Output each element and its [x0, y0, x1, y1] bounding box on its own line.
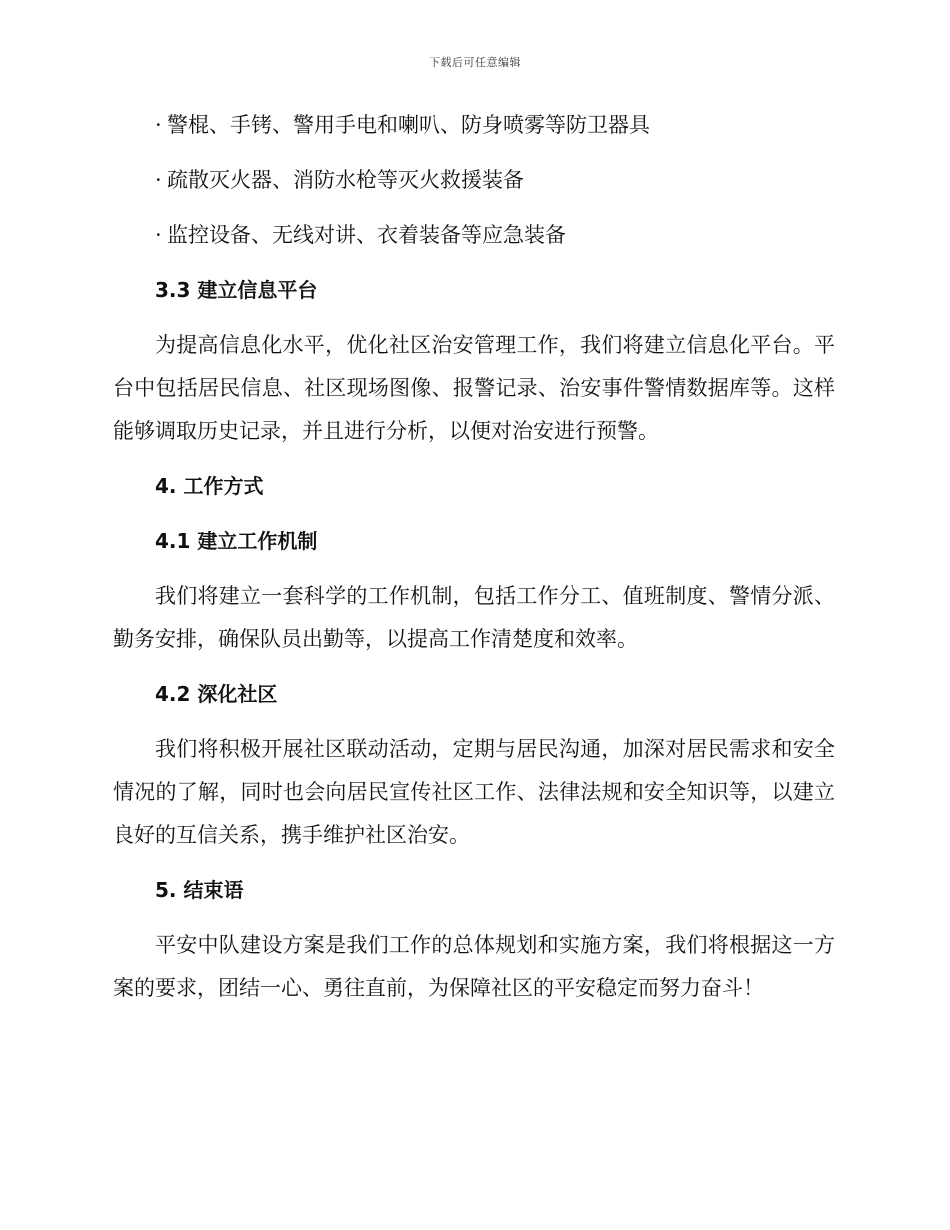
page-header-note: 下载后可任意编辑	[429, 56, 521, 69]
document-body	[113, 104, 835, 1022]
list-item-text: 疏散灭火器、消防水枪等灭火救援装备	[167, 168, 524, 192]
section-paragraph-4-1: 我们将建立一套科学的工作机制，包括工作分工、值班制度、警情分派、勤务安排，确保队员出勤等，以提高工作清楚度和效率。	[113, 584, 835, 651]
section-heading-4-1: 4.1 建立工作机制	[155, 529, 318, 553]
section-paragraph-4-2: 我们将积极开展社区联动活动，定期与居民沟通，加深对居民需求和安全情况的了解，同时也会向居民宣传社区工作、法律法规和安全知识等，以建立良好的互信关系，携手维护社区治安。	[113, 737, 835, 847]
section-heading-4: 4. 工作方式	[155, 474, 264, 498]
list-item-text: 监控设备、无线对讲、衣着装备等应急装备	[167, 223, 566, 247]
list-item-text: 警棍、手铐、警用手电和喇叭、防身喷雾等防卫器具	[167, 113, 650, 137]
section-paragraph-3-3: 为提高信息化水平，优化社区治安管理工作，我们将建立信息化平台。平台中包括居民信息、社区现场图像、报警记录、治安事件警情数据库等。这样能够调取历史记录，并且进行分析，以便对治安进行预警。	[113, 333, 835, 443]
list-item	[113, 104, 835, 147]
section-heading-4-2: 4.2 深化社区	[155, 682, 278, 706]
section-paragraph-5: 平安中队建设方案是我们工作的总体规划和实施方案，我们将根据这一方案的要求，团结一心、勇往直前，为保障社区的平安稳定而努力奋斗！	[113, 933, 835, 1000]
bullet-marker: ·	[155, 113, 162, 137]
bullet-marker: ·	[155, 223, 162, 247]
section-heading-5: 5. 结束语	[155, 878, 244, 902]
section-heading-3-3: 3.3 建立信息平台	[155, 278, 318, 302]
list-item	[113, 159, 835, 202]
list-item	[113, 214, 835, 257]
bullet-marker: ·	[155, 168, 162, 192]
